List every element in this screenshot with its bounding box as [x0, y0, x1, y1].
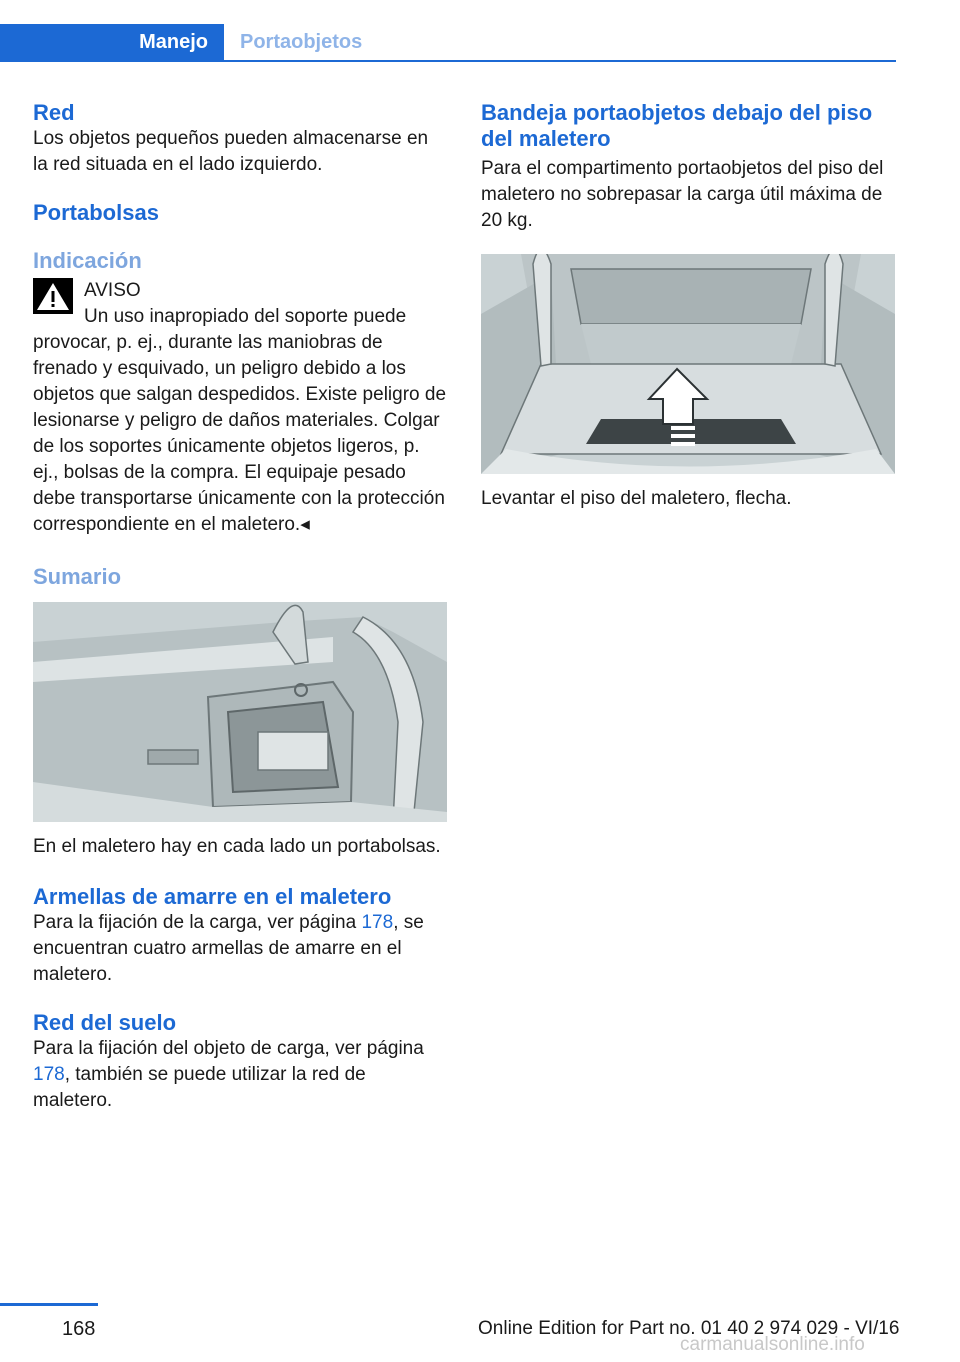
section-tab-inactive: Portaobjetos	[240, 30, 363, 53]
page-link-178[interactable]: 178	[361, 912, 394, 933]
heading-red: Red	[33, 100, 75, 125]
page-link-178-b[interactable]: 178	[33, 1064, 65, 1085]
edition-line: Online Edition for Part no. 01 40 2 974 029 - VI/16	[478, 1318, 900, 1339]
paragraph-armellas	[33, 910, 447, 988]
caption-bandeja: Levantar el piso del maletero, flecha.	[481, 488, 792, 509]
watermark: carmanualsonline.info	[680, 1334, 865, 1355]
heading-bandeja: Bandeja portaobjetos debajo del piso del maletero	[481, 100, 873, 151]
heading-red-suelo: Red del suelo	[33, 1010, 177, 1035]
header-rule	[0, 60, 896, 62]
figure-bandeja	[481, 254, 895, 474]
warning-triangle-icon	[33, 278, 73, 314]
caption-sumario: En el maletero hay en cada lado un portabolsas.	[33, 836, 441, 857]
paragraph-red-suelo	[33, 1036, 447, 1114]
trunk-side-illustration	[33, 602, 447, 822]
heading-sumario: Sumario	[33, 564, 122, 589]
left-column	[33, 100, 447, 1114]
paragraph-bandeja: Para el compartimento portaobjetos del piso del maletero no sobrepasar la carga útil máxima de 20 kg.	[481, 158, 884, 231]
trunk-floor-illustration	[481, 254, 895, 474]
heading-indicacion: Indicación	[33, 248, 142, 273]
armellas-text-b: , se encuentran cuatro armellas de amarre en el maletero.	[33, 912, 424, 985]
warning-block	[33, 278, 447, 538]
heading-portabolsas: Portabolsas	[33, 200, 159, 225]
right-column	[481, 100, 895, 512]
armellas-text-a: Para la fijación de la carga, ver página	[33, 912, 362, 933]
warning-text: provocar, p. ej., durante las maniobras de frenado y esquivado, un peligro debido a los objetos que salgan despedidos. Existe peligro de lesionarse y peligro de daños materiales. Colgar de los soportes únicamente objetos ligeros, p. ej., bolsas de la compra. El equipaje pesado debe transportarse únicamente con la protección correspondiente en el maletero.◂	[33, 332, 447, 535]
warning-text-first-line: Un uso inapropiado del soporte puede	[84, 306, 407, 327]
suelo-text-b: , también se puede utilizar la red de maletero.	[33, 1064, 366, 1111]
suelo-text-a: Para la fijación del objeto de carga, ver página	[33, 1038, 424, 1059]
footer-rule	[0, 1303, 98, 1306]
heading-armellas: Armellas de amarre en el maletero	[33, 884, 392, 909]
figure-portabolsas	[33, 602, 447, 822]
section-tab-active: Manejo	[0, 24, 224, 60]
paragraph-red: Los objetos pequeños pueden almacenarse en la red situada en el lado izquierdo.	[33, 128, 429, 175]
warning-label: AVISO	[84, 280, 141, 301]
running-header	[0, 0, 960, 62]
page-number: 168	[62, 1318, 96, 1340]
